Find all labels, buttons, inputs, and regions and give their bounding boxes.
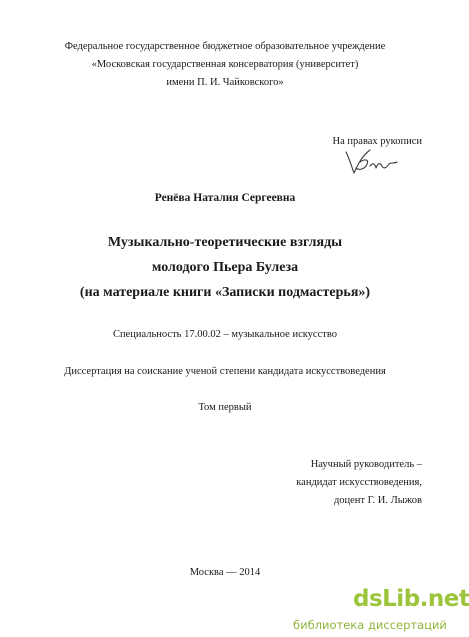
degree-statement: Диссертация на соискание ученой степени кандидата искусствоведения (64, 366, 386, 377)
title-line-1: Музыкально-теоретические взгляды (107, 235, 343, 250)
title-line-2: молодого Пьера Булеза (151, 260, 299, 275)
city-year: Москва — 2014 (189, 567, 261, 578)
watermark-logo: dsLib.net (353, 586, 469, 612)
author-name: Ренёва Наталия Сергеевна (154, 192, 296, 204)
institution-line-1: Федеральное государственное бюджетное образовательное учреждение (64, 41, 386, 52)
institution-line-3: имени П. И. Чайковского» (166, 77, 284, 88)
institution-line-2: «Московская государственная консерватория (университет) (91, 59, 359, 70)
supervisor-line-2: кандидат искусствоведения, (296, 477, 422, 488)
watermark-subtitle: библиотека диссертаций (293, 618, 447, 632)
specialty: Специальность 17.00.02 – музыкальное искусство (113, 329, 337, 340)
volume-label: Том первый (198, 402, 252, 413)
supervisor-line-1: Научный руководитель – (310, 459, 422, 470)
author-signature (340, 146, 400, 178)
supervisor-line-3: доцент Г. И. Лыжов (333, 495, 422, 506)
title-line-3: (на материале книги «Записки подмастерья») (79, 285, 371, 300)
manuscript-rights-note: На правах рукописи (332, 136, 422, 147)
